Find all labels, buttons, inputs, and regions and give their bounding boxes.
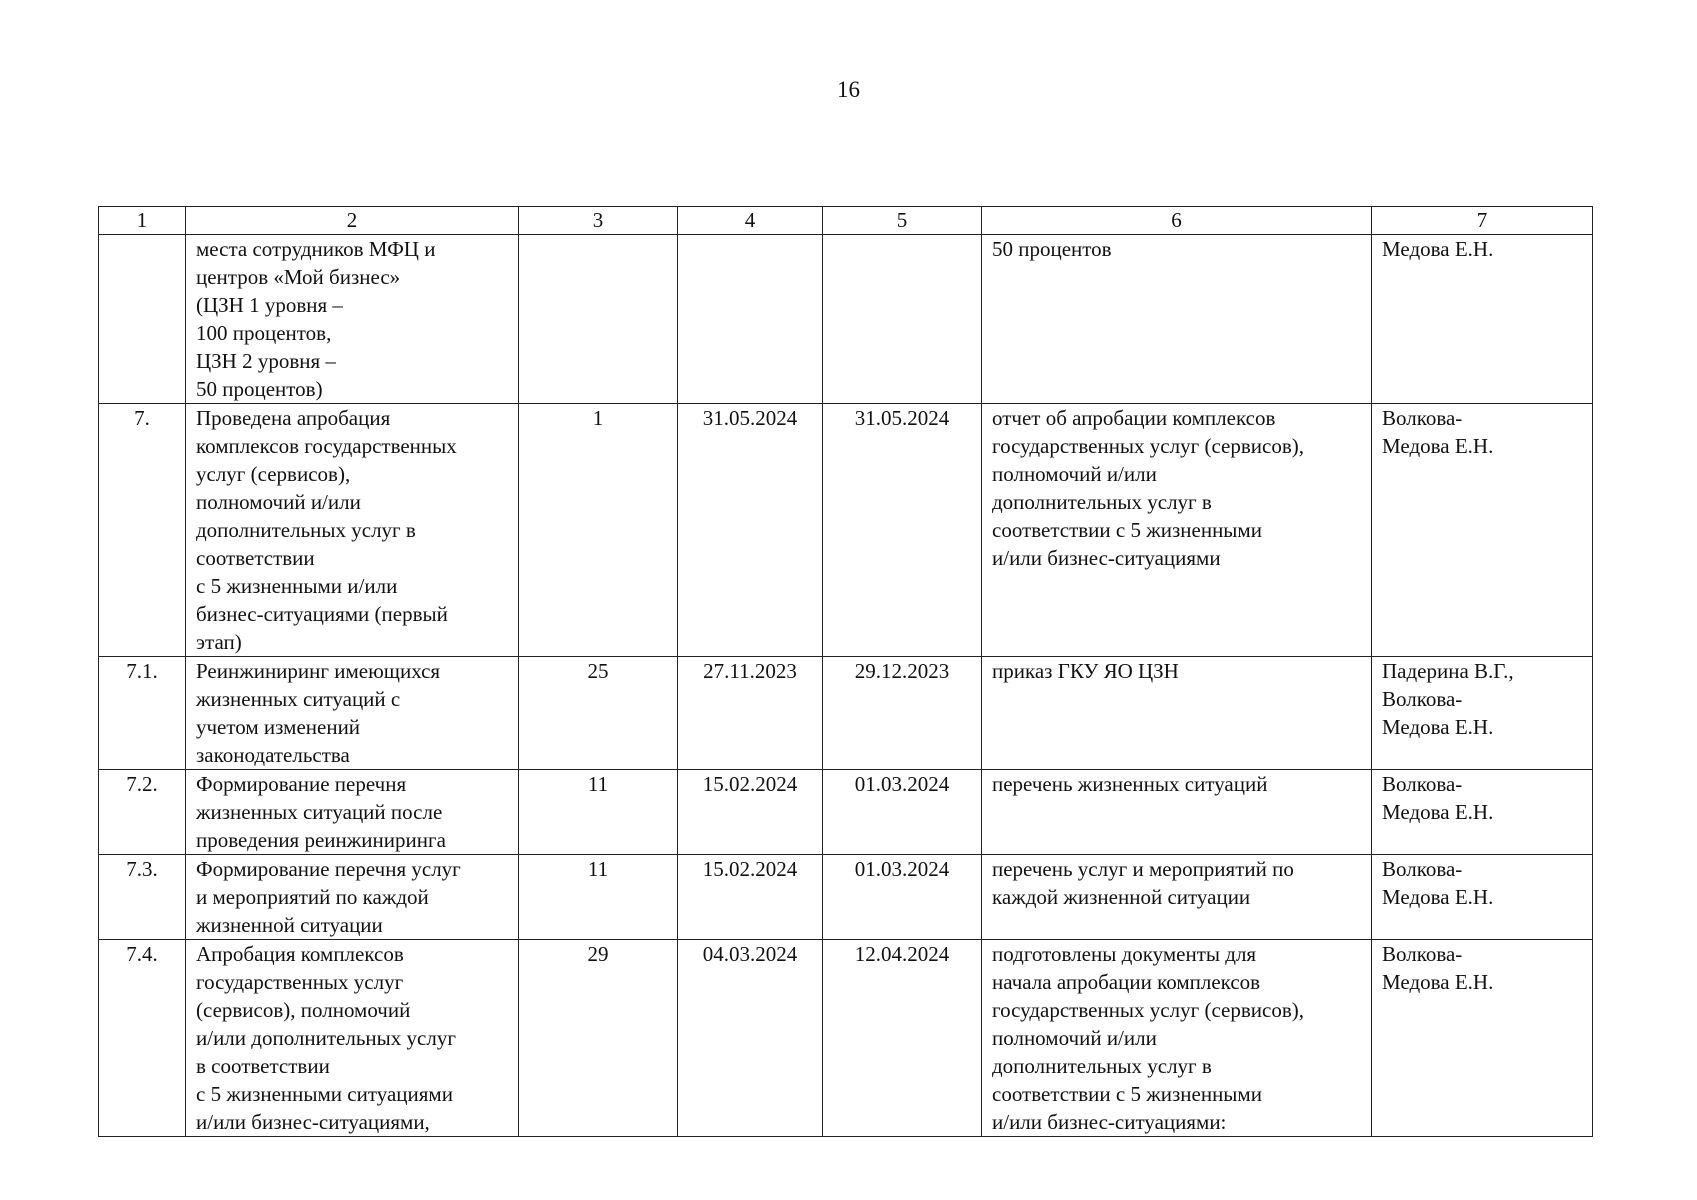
responsible-cell [1372,657,1593,770]
duration-cell: 11 [519,770,678,855]
header-cell: 4 [678,207,823,235]
result-cell-line: государственных услуг (сервисов), [992,998,1304,1022]
activity-name-cell-line: и/или бизнес-ситуациями, [196,1110,430,1134]
result-cell-line: начала апробации комплексов [992,970,1261,994]
duration-cell: 11 [519,855,678,940]
activity-name-cell-line: полномочий и/или [196,490,361,514]
activity-name-cell-line: 100 процентов, [196,321,332,345]
plan-table [98,206,1593,1137]
activity-name-cell-line: места сотрудников МФЦ и [196,237,436,261]
result-cell-line: подготовлены документы для [992,942,1257,966]
activity-name-cell [186,657,519,770]
responsible-cell-line: Падерина В.Г., [1382,659,1514,683]
activity-name-cell-line: этап) [196,630,242,654]
activity-name-cell-line: услуг (сервисов), [196,462,351,486]
row-number-cell: 7.1. [99,657,186,770]
result-cell-line: перечень услуг и мероприятий по [992,857,1294,881]
result-cell-line: соответствии с 5 жизненными [992,1082,1262,1106]
end-date-cell: 01.03.2024 [823,855,982,940]
activity-name-cell-line: учетом изменений [196,715,361,739]
responsible-cell-line: Волкова- [1382,687,1463,711]
activity-name-cell-line: государственных услуг [196,970,404,994]
result-cell-line: отчет об апробации комплексов [992,406,1276,430]
activity-name-cell-line: (сервисов), полномочий [196,998,411,1022]
responsible-cell-line: Медова Е.Н. [1382,885,1494,909]
result-cell-line: государственных услуг (сервисов), [992,434,1304,458]
activity-name-cell-line: соответствии [196,546,315,570]
header-cell: 2 [186,207,519,235]
table-row [99,855,1593,940]
result-cell-line: полномочий и/или [992,1026,1157,1050]
activity-name-cell-line: ЦЗН 2 уровня – [196,349,336,373]
activity-name-cell-line: 50 процентов) [196,377,323,401]
activity-name-cell-line: бизнес-ситуациями (первый [196,602,448,626]
result-cell-line: 50 процентов [992,237,1112,261]
result-cell-line: дополнительных услуг в [992,1054,1212,1078]
header-cell: 7 [1372,207,1593,235]
start-date-cell: 15.02.2024 [678,770,823,855]
end-date-cell [823,235,982,404]
responsible-cell-line: Волкова- [1382,942,1463,966]
responsible-cell-line: Медова Е.Н. [1382,800,1494,824]
activity-name-cell-line: и/или дополнительных услуг [196,1026,456,1050]
activity-name-cell-line: Формирование перечня услуг [196,857,461,881]
responsible-cell-line: Медова Е.Н. [1382,715,1494,739]
result-cell-line: дополнительных услуг в [992,490,1212,514]
table-row [99,940,1593,1137]
result-cell [982,770,1372,855]
duration-cell: 29 [519,940,678,1137]
activity-name-cell-line: проведения реинжиниринга [196,828,446,852]
header-cell: 5 [823,207,982,235]
responsible-cell [1372,940,1593,1137]
start-date-cell: 27.11.2023 [678,657,823,770]
activity-name-cell-line: дополнительных услуг в [196,518,416,542]
row-number-cell: 7.2. [99,770,186,855]
activity-name-cell-line: в соответствии [196,1054,330,1078]
result-cell-line: соответствии с 5 жизненными [992,518,1262,542]
header-row [99,207,1593,235]
activity-name-cell [186,770,519,855]
duration-cell [519,235,678,404]
start-date-cell: 04.03.2024 [678,940,823,1137]
result-cell-line: и/или бизнес-ситуациями: [992,1110,1227,1134]
activity-name-cell [186,404,519,657]
activity-name-cell-line: (ЦЗН 1 уровня – [196,293,343,317]
responsible-cell-line: Медова Е.Н. [1382,970,1494,994]
activity-name-cell-line: законодательства [196,743,350,767]
header-cell: 6 [982,207,1372,235]
activity-name-cell-line: Реинжиниринг имеющихся [196,659,441,683]
row-number-cell [99,235,186,404]
result-cell [982,855,1372,940]
activity-name-cell [186,235,519,404]
result-cell-line: и/или бизнес-ситуациями [992,546,1221,570]
row-number-cell: 7.4. [99,940,186,1137]
row-number-cell: 7. [99,404,186,657]
table-row [99,235,1593,404]
activity-name-cell-line: Формирование перечня [196,772,407,796]
result-cell [982,404,1372,657]
activity-name-cell-line: жизненных ситуаций после [196,800,443,824]
start-date-cell: 31.05.2024 [678,404,823,657]
header-cell: 3 [519,207,678,235]
result-cell [982,235,1372,404]
row-number-cell: 7.3. [99,855,186,940]
responsible-cell-line: Медова Е.Н. [1382,237,1494,261]
end-date-cell: 29.12.2023 [823,657,982,770]
activity-name-cell-line: и мероприятий по каждой [196,885,429,909]
responsible-cell-line: Волкова- [1382,772,1463,796]
activity-name-cell-line: с 5 жизненными ситуациями [196,1082,453,1106]
end-date-cell: 12.04.2024 [823,940,982,1137]
responsible-cell [1372,770,1593,855]
activity-name-cell-line: центров «Мой бизнес» [196,265,401,289]
responsible-cell [1372,855,1593,940]
result-cell [982,657,1372,770]
table-row [99,657,1593,770]
table-body [99,235,1593,1137]
activity-name-cell-line: с 5 жизненными и/или [196,574,398,598]
activity-name-cell [186,855,519,940]
header-cell: 1 [99,207,186,235]
activity-name-cell-line: жизненных ситуаций с [196,687,401,711]
activity-name-cell-line: Проведена апробация [196,406,391,430]
responsible-cell-line: Волкова- [1382,406,1463,430]
activity-name-cell-line: жизненной ситуации [196,913,383,937]
result-cell [982,940,1372,1137]
start-date-cell: 15.02.2024 [678,855,823,940]
end-date-cell: 31.05.2024 [823,404,982,657]
end-date-cell: 01.03.2024 [823,770,982,855]
duration-cell: 1 [519,404,678,657]
responsible-cell-line: Волкова- [1382,857,1463,881]
result-cell-line: полномочий и/или [992,462,1157,486]
result-cell-line: приказ ГКУ ЯО ЦЗН [992,659,1179,683]
activity-name-cell-line: комплексов государственных [196,434,457,458]
responsible-cell [1372,235,1593,404]
duration-cell: 25 [519,657,678,770]
responsible-cell [1372,404,1593,657]
table-row [99,404,1593,657]
start-date-cell [678,235,823,404]
responsible-cell-line: Медова Е.Н. [1382,434,1494,458]
page-number: 16 [837,77,860,102]
activity-name-cell-line: Апробация комплексов [196,942,404,966]
result-cell-line: каждой жизненной ситуации [992,885,1251,909]
result-cell-line: перечень жизненных ситуаций [992,772,1268,796]
activity-name-cell [186,940,519,1137]
table-row [99,770,1593,855]
